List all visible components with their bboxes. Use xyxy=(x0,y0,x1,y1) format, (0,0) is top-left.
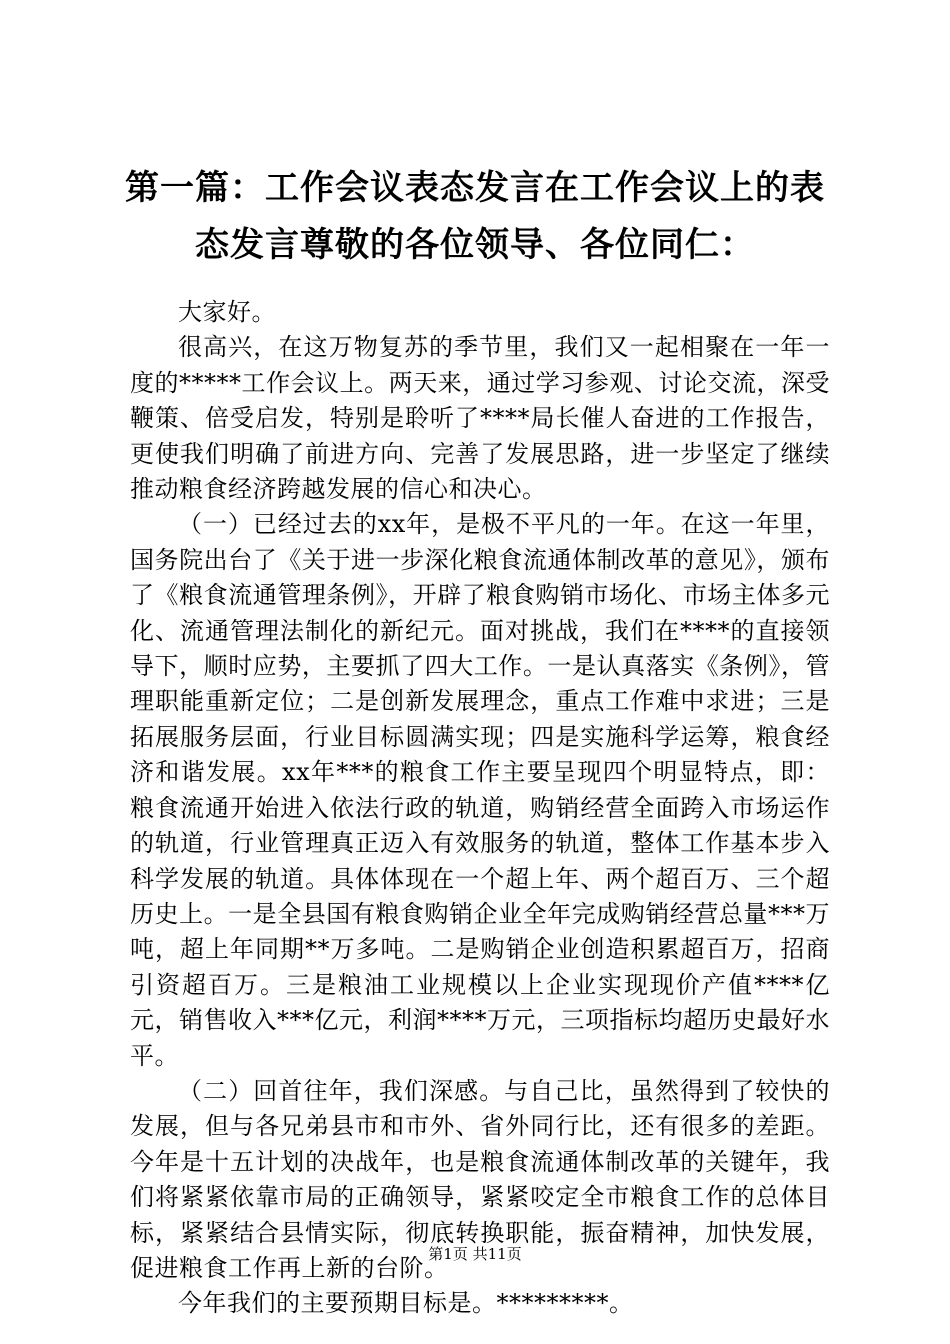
document-body xyxy=(130,295,830,1322)
paragraph-intro: 很高兴，在这万物复苏的季节里，我们又一起相聚在一年一度的*****工作会议上。两天来，通过学习参观、讨论交流，深受鞭策、倍受启发，特别是聆听了****局长催人奋进的工作报告，更使我们明确了前进方向、完善了发展思路，进一步坚定了继续推动粮食经济跨越发展的信心和决心。 xyxy=(130,333,830,504)
paragraph-section-one: （一）已经过去的xx年，是极不平凡的一年。在这一年里，国务院出台了《关于进一步深化粮食流通体制改革的意见》，颁布了《粮食流通管理条例》，开辟了粮食购销市场化、市场主体多元化、流通管理法制化的新纪元。面对挑战，我们在****的直接领导下，顺时应势，主要抓了四大工作。一是认真落实《条例》，管理职能重新定位；二是创新发展理念，重点工作难中求进；三是拓展服务层面，行业目标圆满实现；四是实施科学运筹，粮食经济和谐发展。xx年***的粮食工作主要呈现四个明显特点，即：粮食流通开始进入依法行政的轨道，购销经营全面跨入市场运作的轨道，行业管理真正迈入有效服务的轨道，整体工作基本步入科学发展的轨道。具体体现在一个超上年、两个超百万、三个超历史上。一是全县国有粮食购销企业全年完成购销经营总量***万吨，超上年同期**万多吨。二是购销企业创造积累超百万，招商引资超百万。三是粮油工业规模以上企业实现现价产值****亿元，销售收入***亿元，利润****万元，三项指标均超历史最好水平。 xyxy=(130,510,830,1070)
page-number-footer: 第1页 共11页 xyxy=(428,1245,522,1263)
paragraph-goals: 今年我们的主要预期目标是。*********。 xyxy=(178,1289,634,1318)
document-title: 第一篇：工作会议表态发言在工作会议上的表态发言尊敬的各位领导、各位同仁： xyxy=(125,168,825,265)
paragraph-greeting: 大家好。 xyxy=(178,298,276,326)
paragraph-section-two: （二）回首往年，我们深感。与自己比，虽然得到了较快的发展，但与各兄弟县市和市外、省外同行比，还有很多的差距。今年是十五计划的决战年，也是粮食流通体制改革的关键年，我们将紧紧依靠市局的正确领导，紧紧咬定全市粮食工作的总体目标，紧紧结合县情实际，彻底转换职能，振奋精神，加快发展，促进粮食工作再上新的台阶。 xyxy=(130,1076,830,1282)
